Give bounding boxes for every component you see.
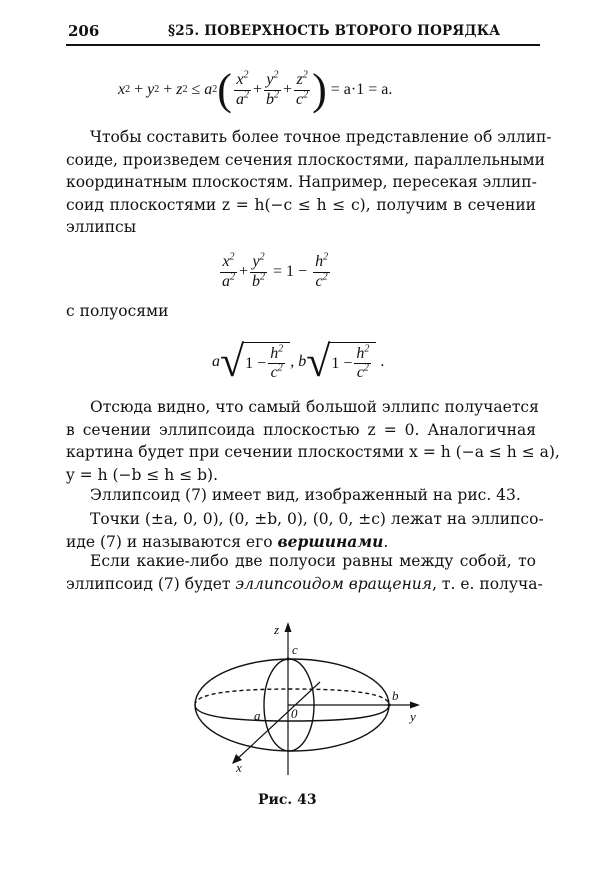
eq2-sq: 2 (260, 271, 266, 283)
f2-num: y (266, 71, 274, 89)
paragraph-figure-ref (66, 484, 536, 507)
eq3-comma: , (290, 353, 295, 370)
eq1-sq: 2 (243, 69, 249, 81)
equation-inequality: x 2 + y 2 + z 2 ≤ a 2 ( $\frac{x^2}{a^2}$ + $\frac{y^2}{b^2}$ + $\frac{z^2}{c^2}$ ) = a·1 = a. (118, 65, 393, 114)
frac-h-c (313, 253, 330, 291)
eq2-sq: 2 (323, 251, 329, 263)
figure-caption: Рис. 43 (258, 792, 317, 808)
f1-num: x (236, 71, 244, 89)
right-paren: ) (312, 65, 327, 114)
eq1-le: ≤ (191, 81, 201, 98)
label-c: c (292, 642, 298, 657)
eq3-num: h (270, 344, 279, 362)
eq3-den: c (270, 364, 278, 381)
frac-z-c (294, 71, 310, 109)
eq1-sq: 2 (243, 89, 249, 101)
eq1-y: y (147, 81, 155, 98)
eq3-sq: 2 (278, 343, 284, 355)
eq3-sq: 2 (364, 343, 370, 355)
eq1-a: a (204, 81, 213, 98)
eq3-one-minus: 1 − (331, 354, 353, 372)
label-origin: 0 (291, 706, 298, 721)
running-header (68, 22, 538, 42)
label-a: a (254, 708, 261, 723)
text-run: иде (7) и называются его (66, 532, 278, 551)
eq1-plus: + (282, 81, 293, 98)
f2-den: b (265, 90, 274, 108)
text-line: Точки (±a, 0, 0), (0, ±b, 0), (0, 0, ±c) лежат на эллипсо- (90, 510, 544, 528)
text-line: координатным плоскостям. Например, пересекая эллип- (66, 173, 537, 191)
text-line: с полуосями (66, 302, 169, 320)
frac-x-a (234, 71, 251, 109)
section-title: §25. ПОВЕРХНОСТЬ ВТОРОГО ПОРЯДКА (168, 23, 501, 39)
text-run: . (383, 532, 389, 551)
f3-den: c (296, 90, 304, 108)
eq1-z: z (176, 81, 183, 98)
sqrt-a (220, 337, 290, 386)
equator-back (195, 689, 389, 705)
text-line: соид плоскостями z = h(−c ≤ h ≤ c), получим в сечении (66, 195, 536, 214)
paragraph-largest-ellipse (66, 396, 560, 486)
frac-y-b (250, 253, 267, 291)
paragraph-vertices (66, 508, 544, 553)
text-line: картина будет при сечении плоскостями x = h (−a ≤ h ≤ a), (66, 443, 560, 461)
eq1-plus: + (163, 81, 173, 98)
term-rotation-ellipsoid: эллипсоидом вращения (235, 574, 433, 593)
eq1-sq: 2 (302, 69, 308, 81)
radical-sign: √ (306, 337, 331, 386)
eq1-sq: 2 (303, 89, 309, 101)
f2-den: b (252, 272, 261, 290)
f2-num: y (252, 253, 260, 271)
eq1-x: x (118, 81, 126, 98)
label-x: x (236, 760, 242, 775)
eq3-sq: 2 (277, 362, 283, 374)
z-arrow (285, 622, 292, 632)
eq1-sq: 2 (273, 69, 279, 81)
frac-y-b (264, 71, 281, 109)
f3-num: h (315, 253, 324, 271)
eq3-a: a (212, 353, 220, 370)
eq1-plus: + (252, 81, 262, 98)
vertex-c (286, 657, 289, 660)
paragraph-semiaxes (66, 300, 536, 323)
eq3-num: h (356, 344, 365, 362)
eq3-b: b (298, 353, 307, 370)
text-line: Эллипсоид (7) имеет вид, изображенный на рис. 43. (90, 486, 521, 504)
label-z: z (274, 622, 280, 637)
eq1-rhs: = a·1 = a. (330, 81, 393, 98)
text-line: Если какие-либо две полуоси равны между собой, то (90, 552, 536, 570)
text-line: соиде, произведем сечения плоскостями, параллельными (66, 150, 545, 169)
paragraph-sections (66, 126, 552, 239)
f3-den: c (315, 272, 323, 290)
y-arrow (410, 702, 420, 709)
frac-h-c (354, 345, 371, 383)
term-vertices: вершинами (277, 531, 384, 551)
eq2-plus: + (239, 263, 249, 280)
eq2-sq: 2 (229, 251, 235, 263)
f1-num: x (222, 253, 230, 271)
text-line: в сечении эллипсоида плоскостью z = 0. Аналогичная (66, 420, 536, 439)
label-y: y (410, 709, 416, 724)
label-b: b (392, 688, 399, 703)
text-line: Чтобы составить более точное представление об эллип- (90, 128, 552, 146)
frac-h-c (268, 345, 285, 383)
eq3-one-minus: 1 − (245, 354, 267, 372)
ellipsoid-figure (180, 620, 430, 785)
equation-ellipse-section (218, 244, 332, 300)
eq3-sq: 2 (363, 362, 369, 374)
eq3-den: c (356, 364, 364, 381)
eq3-dot: . (380, 353, 385, 370)
left-paren: ( (217, 65, 232, 114)
vertex-b (387, 703, 390, 706)
text-run: эллипсоид (7) будет (66, 574, 236, 593)
equation-semiaxes (212, 334, 384, 390)
page-number: 206 (68, 22, 100, 40)
eq2-sq: 2 (322, 271, 328, 283)
paragraph-rotation (66, 550, 543, 595)
eq2-sq: 2 (230, 271, 235, 283)
sqrt-b (306, 337, 376, 386)
f1-den: a (235, 90, 244, 108)
text-line: y = h (−b ≤ h ≤ b). (66, 465, 219, 484)
text-run: , т. е. получа- (432, 574, 543, 593)
text-line: эллипсы (66, 218, 137, 236)
text-line: Отсюда видно, что самый большой эллипс получается (90, 398, 539, 416)
f1-den: a (222, 272, 230, 290)
frac-x-a (220, 253, 237, 291)
text-line (66, 573, 543, 596)
eq2-equals: = 1 − (273, 263, 308, 280)
eq2-sq: 2 (259, 251, 265, 263)
eq1-sq: 2 (273, 89, 279, 101)
f3-num: z (296, 71, 303, 89)
header-rule (66, 44, 540, 46)
eq1-plus: + (134, 81, 144, 98)
radical-sign: √ (220, 337, 245, 386)
